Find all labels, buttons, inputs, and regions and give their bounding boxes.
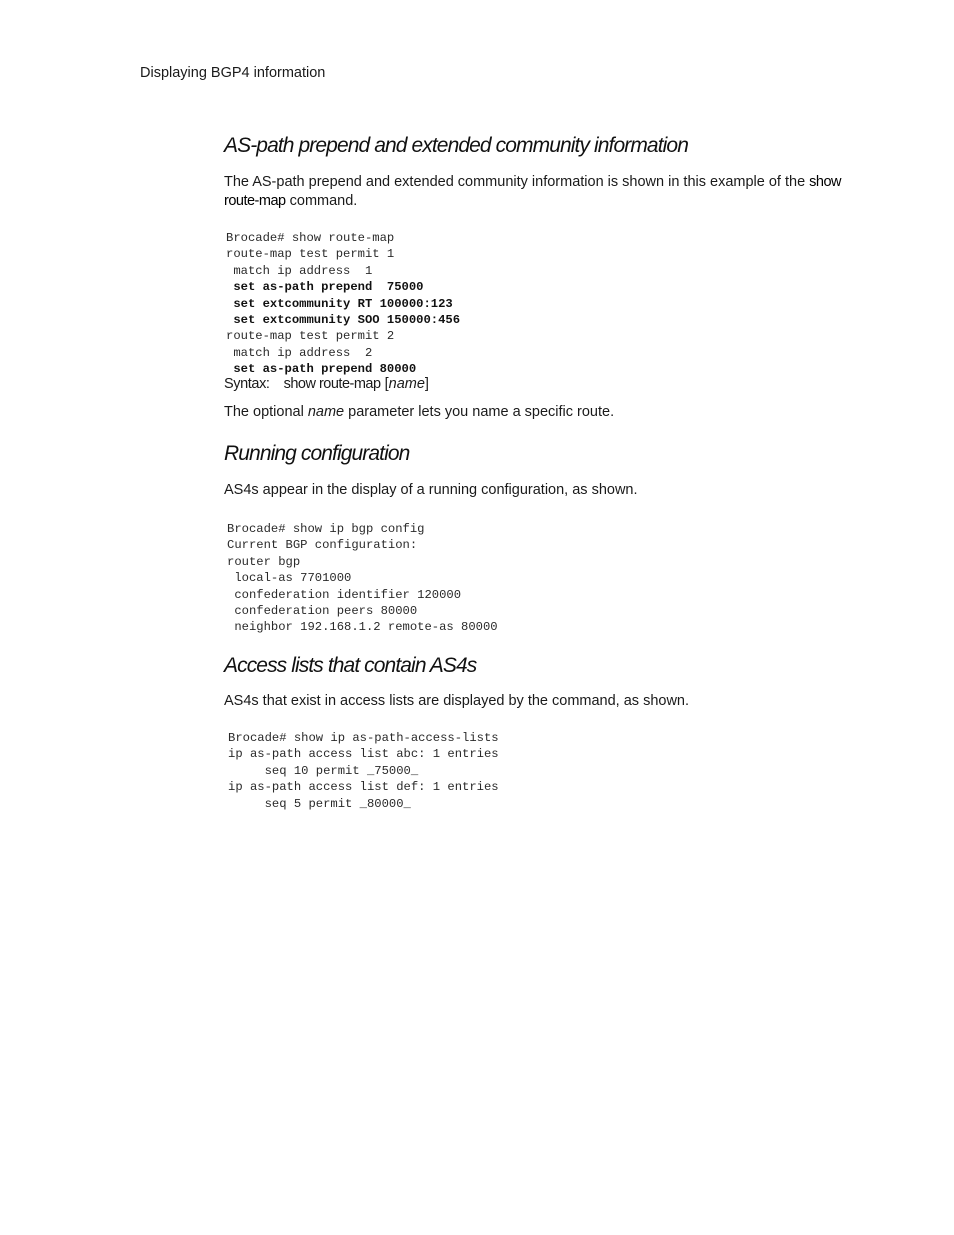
code-block-show-as-path-access-lists <box>228 730 499 812</box>
code-line: route-map test permit 1 <box>226 247 395 262</box>
code-line: seq 5 permit _80000_ <box>228 796 411 811</box>
note-text-post: parameter lets you name a specific route. <box>348 404 615 420</box>
code-line: neighbor 192.168.1.2 remote-as 80000 <box>227 620 498 635</box>
section-heading-access-lists: Access lists that contain AS4s <box>224 654 477 677</box>
code-line: seq 10 permit _75000_ <box>228 763 419 778</box>
syntax-argument: name <box>388 376 425 392</box>
code-line: Brocade# show ip as-path-access-lists <box>228 731 499 745</box>
section-running-config-intro: AS4s appear in the display of a running configuration, as shown. <box>224 482 638 498</box>
code-line: ip as-path access list abc: 1 entries <box>228 747 499 762</box>
syntax-label: Syntax: <box>224 376 270 392</box>
code-line: route-map test permit 2 <box>226 329 395 344</box>
syntax-line <box>224 375 429 393</box>
section-heading-running-config: Running configuration <box>224 442 410 465</box>
code-block-show-ip-bgp-config <box>227 521 498 636</box>
syntax-bracket-close: ] <box>424 376 429 392</box>
code-line: match ip address 2 <box>226 345 373 360</box>
code-line: Brocade# show ip bgp config <box>227 522 425 536</box>
code-line: set extcommunity RT 100000:123 <box>226 296 453 311</box>
code-line: router bgp <box>227 554 301 569</box>
syntax-bracket-open: [ <box>384 376 389 392</box>
code-line: match ip address 1 <box>226 263 373 278</box>
code-line: local-as 7701000 <box>227 571 352 586</box>
intro-text-post: command. <box>289 192 358 209</box>
syntax-command: show route-map <box>283 376 381 392</box>
code-line: Current BGP configuration: <box>227 538 418 553</box>
code-line: confederation peers 80000 <box>227 603 418 618</box>
intro-command: show route-map <box>224 174 842 209</box>
note-argument: name <box>307 404 345 420</box>
intro-text-pre: The AS-path prepend and extended community information is shown in this example of the <box>224 174 806 190</box>
section-as-path-intro <box>224 173 864 210</box>
code-block-show-route-map <box>226 230 460 378</box>
section-access-lists-intro: AS4s that exist in access lists are displayed by the command, as shown. <box>224 693 690 709</box>
code-line: set extcommunity SOO 150000:456 <box>226 312 461 327</box>
code-line: confederation identifier 120000 <box>227 587 462 602</box>
syntax-note <box>224 403 864 422</box>
running-header: Displaying BGP4 information <box>140 65 326 81</box>
code-line: set as-path prepend 80000 <box>226 362 417 377</box>
note-text-pre: The optional <box>224 404 304 420</box>
section-heading-as-path: AS-path prepend and extended community information <box>224 134 688 157</box>
code-line: ip as-path access list def: 1 entries <box>228 780 499 795</box>
code-line: set as-path prepend 75000 <box>226 280 424 295</box>
code-line: Brocade# show route-map <box>226 231 395 245</box>
